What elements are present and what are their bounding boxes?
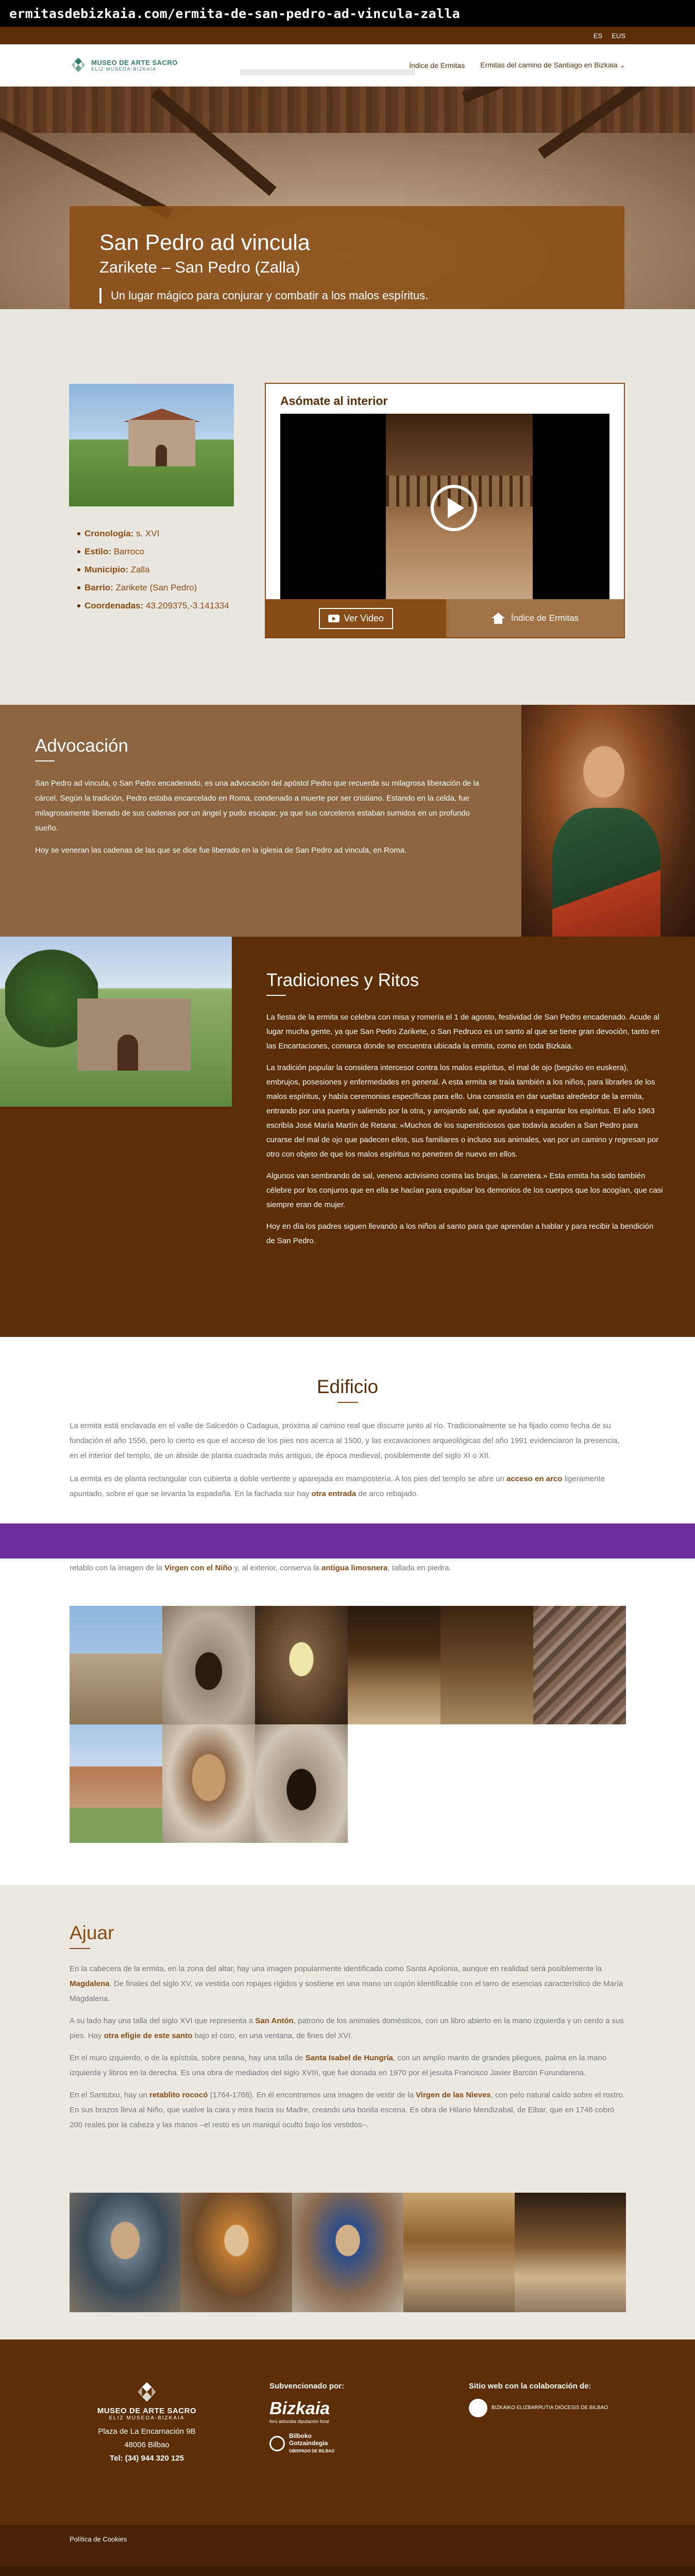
ver-video-label: Ver Video [344, 613, 384, 623]
chapel-exterior-photo [69, 384, 234, 506]
lang-es-link[interactable]: ES [593, 31, 603, 40]
hero-quote: Un lugar mágico para conjurar y combatir a los malos espíritus. [99, 288, 595, 303]
copyright-bar [0, 2566, 695, 2576]
colaboracion-heading: Sitio web con la colaboración de: [469, 2382, 591, 2391]
edificio-paragraph: La ermita está enclavada en el valle de Salcedón o Cadagua, próxima al camino real que discurre junto al río. Tradicionalmente se ha fijado como fecha de su fundación el año 1556, pero lo cierto es que el acceso de los pies nos acerca al 1500, y las excavaciones arqueológicas del año 1991 evidenciaron la presencia, en el interior del templo, de un ábside de planta cuadrada más antiguo, de época medieval, posiblemente del siglo XI o XII. [70, 1421, 620, 1460]
site-logo[interactable] [70, 57, 178, 74]
violet-overlay-band [0, 1523, 695, 1558]
fact-item: Cronología: s. XVI [77, 524, 229, 543]
video-player[interactable] [280, 414, 609, 602]
hero-section [0, 87, 695, 309]
logo-line2: ELIZ MUSEOA-BIZKAIA [91, 66, 157, 72]
url-banner [0, 0, 695, 27]
gallery-image[interactable] [70, 1606, 162, 1724]
tradiciones-title: Tradiciones y Ritos [266, 970, 419, 990]
advocacion-paragraph: San Pedro ad vincula, o San Pedro encadenado, es una advocación del apóstol Pedro que recuerda su milagrosa liberación de la cárcel. Según la tradición, Pedro estaba encarcelado en Roma, condenado a muerte por ser cristiano. Estando en la celda, fue milagrosamente liberado de sus cadenas por un ángel y pudo escapar, ya que sus carceleros estaban sumidos en un profundo sueño. [35, 779, 480, 833]
diocesis-icon [469, 2399, 487, 2417]
tradiciones-paragraph: La fiesta de la ermita se celebra con misa y romería el 1 de agosto, festividad de San Pedro encadenado. Acude al lugar mucha gente, ya que San Pedro Zarikete, o San Pedruco es un santo al que se tiene gran devoción, tanto en las Encartaciones, comarca donde se encuentra ubicada la ermita, como en toda Bizkaia. [266, 1013, 660, 1050]
gotzaindegia-logo[interactable]: Bilboko Gotzaindegia OBISPADO DE BILBAO [269, 2432, 424, 2455]
youtube-icon [328, 615, 340, 622]
tradiciones-paragraph: Hoy en día los padres siguen llevando a los niños al santo para que aprendan a hablar y para recibir la bendición de San Pedro. [266, 1222, 654, 1245]
ajuar-section [0, 1885, 695, 2340]
edificio-paragraph: retablo con la imagen de la Virgen con el Niño y, al exterior, conserva la antigua limosnera, tallada en piedra. [70, 1564, 451, 1572]
ajuar-paragraph: En el muro izquierdo, o de la epístola, sobre peana, hay una talla de Santa Isabel de Hungría, con un amplio manto de grandes pliegues, palma en la mano izquierda y libros en la derecha. Es una obra de mediados del siglo XVIII, que fue donada en 1970 por el jesuita Francisco Javier Barcón Furundarena. [70, 2054, 607, 2077]
main-nav [409, 61, 625, 70]
title-underline [266, 995, 286, 996]
cookies-policy-link[interactable]: Política de Cookies [70, 2535, 127, 2543]
museum-logo-icon [135, 2381, 159, 2404]
footer-city: 48006 Bilbao [124, 2441, 169, 2449]
footer-phone[interactable]: Tel: (34) 944 320 125 [110, 2454, 184, 2463]
video-heading: Asómate al interior [280, 394, 388, 408]
ver-video-button[interactable] [319, 608, 393, 629]
ajuar-paragraph: En el Santutxu, hay un retablito rococó (1764-1768). En él encontramos una imagen de vestir de la Virgen de las Nieves, con pelo natural caído sobre el rostro. En sus brazos lleva al Niño, que vuelve la cara y mira hacia su Madre, creando una bonita escena. Es obra de Hilario Mendizabal, de Eibar, que en 1746 cobró 200 reales por la cabeza y las manos –el resto es un maniquí oculto bajo los vestidos–. [70, 2091, 625, 2129]
play-icon[interactable] [431, 485, 477, 531]
gallery-image[interactable] [292, 2193, 403, 2312]
bizkaia-logo[interactable]: Bizkaia [269, 2399, 330, 2418]
edificio-section [0, 1337, 695, 1885]
subvencionado-heading: Subvencionado por: [269, 2382, 345, 2391]
advocacion-section [0, 705, 695, 937]
url-text: ermitasdebizkaia.com/ermita-de-san-pedro-ad-vincula-zalla [9, 6, 461, 21]
gallery-image[interactable] [255, 1724, 348, 1843]
advocacion-paragraph: Hoy se veneran las cadenas de las que se dice fue liberado en la iglesia de San Pedro ad vincula, en Roma. [35, 846, 407, 855]
fact-item: Estilo: Barroco [77, 543, 229, 561]
fact-item: Municipio: Zalla [77, 561, 229, 579]
language-bar [0, 27, 695, 44]
facts-list [77, 524, 229, 615]
footer-contact [70, 2381, 224, 2465]
hero-title-box [70, 206, 624, 309]
fact-item: Barrio: Zarikete (San Pedro) [77, 579, 229, 597]
nav-indice-ermitas[interactable]: Índice de Ermitas [409, 61, 465, 70]
video-panel [265, 383, 625, 638]
gallery-image[interactable] [70, 1724, 162, 1843]
saint-peter-statue-photo [521, 705, 695, 937]
gallery-image[interactable] [348, 1606, 440, 1724]
gallery-image[interactable] [255, 1606, 348, 1724]
footer-links-bar [0, 2525, 695, 2566]
footer-sponsors [269, 2382, 424, 2455]
site-footer [0, 2340, 695, 2566]
gallery-image[interactable] [181, 2193, 292, 2312]
indice-ermitas-label: Índice de Ermitas [511, 613, 579, 623]
page-subtitle: Zarikete – San Pedro (Zalla) [99, 258, 300, 277]
gallery-image[interactable] [162, 1606, 255, 1724]
footer-logo-line2: ELIZ MUSEOA-BIZKAIA [109, 2415, 185, 2421]
gallery-image[interactable] [533, 1606, 626, 1724]
nav-camino-santiago[interactable]: Ermitas del camino de Santiago en Bizkaia ⌄ [480, 61, 625, 69]
ajuar-paragraph: A su lado hay una talla del siglo XVI que representa a San Antón, patrono de los animales domésticos, con un libro abierto en la mano izquierda y un cerdo a sus pies. Hay otra efigie de este santo bajo el coro, en una ventana, de fines del XVI. [70, 2016, 624, 2040]
museum-logo-icon [70, 57, 87, 74]
gallery-image[interactable] [70, 2193, 181, 2312]
ajuar-paragraph: En la cabecera de la ermita, en la zona del altar, hay una imagen popularmente identificada como Santa Apolonia, aunque en realidad será posiblemente la Magdalena. De finales del siglo XV, va vestida con ropajes rígidos y sostiene en una mano un copón identificable con el tarro de esencias característico de María Magdalena. [70, 1964, 623, 2003]
title-underline [35, 760, 55, 761]
ajuar-title: Ajuar [70, 1922, 114, 1943]
gallery-image[interactable] [162, 1724, 255, 1843]
fact-item: Coordenadas: 43.209375,-3.141334 [77, 597, 229, 615]
advocacion-title: Advocación [35, 736, 128, 756]
tradiciones-paragraph: Algunos van sembrando de sal, veneno activísimo contra las brujas, la carretera.» Esta ermita ha sido también célebre por los conjuros que en ella se hacían para expulsar los demonios de los cuerpos que los acogían, que casi siempre eran de mujer. [266, 1172, 663, 1209]
indice-ermitas-button[interactable] [446, 599, 624, 637]
tradiciones-paragraph: La tradición popular la considera intercesor contra los malos espíritus, el mal de ojo (begizko en euskera), embrujos, posesiones y enfermedades en general. A esta ermita se traía también a los niños, para librarles de los malos espíritus, y había ceremonias específicas para ello. Una consistía en dar vueltas alrededor de la ermita, entrando por una puerta y saliendo por la otra, y arrojando sal, que ayudaba a espantar los espíritus. El año 1963 escribía José María Martín de Retana: «Muchos de los supersticiosos que todavía acuden a San Pedro para curarse del mal de ojo que padecen ellos, sus familiares o incluso sus animales, van por un camino y regresan por otro con objeto de que los malos espíritus no penetren de nuevo en ellos. [266, 1063, 659, 1159]
logo-line1: MUSEO DE ARTE SACRO [91, 59, 178, 66]
chapel-landscape-photo [0, 937, 232, 1107]
ajuar-gallery [70, 2193, 626, 2312]
footer-logo-line1: MUSEO DE ARTE SACRO [97, 2406, 197, 2415]
gallery-image[interactable] [403, 2193, 515, 2312]
title-underline [337, 1402, 358, 1403]
tradiciones-section [0, 937, 695, 1337]
diocesis-logo[interactable]: BIZKAIKO ELIZBARRUTIA DIÓCESIS DE BILBAO [469, 2399, 634, 2417]
bizkaia-logo-sub: foru aldundia diputación foral [269, 2419, 329, 2424]
search-strip[interactable] [240, 69, 415, 75]
intro-section [0, 309, 695, 705]
title-underline [70, 1948, 90, 1949]
edificio-title: Edificio [316, 1376, 379, 1397]
footer-collaborators [469, 2382, 634, 2417]
edificio-paragraph: La ermita es de planta rectangular con cubierta a doble vertiente y aparejada en mampostería. A los pies del templo se abre un acceso en arco ligeramente apuntado, sobre el que se levanta la espadaña. En la fachada sur hay otra entrada de arco rebajado. [70, 1475, 605, 1498]
home-icon [491, 613, 505, 624]
lang-eus-link[interactable]: EUS [612, 31, 625, 40]
page-title: San Pedro ad vincula [99, 230, 310, 255]
site-header [0, 44, 695, 87]
gotzaindegia-icon [269, 2436, 285, 2451]
footer-address: Plaza de La Encarnación 9B [98, 2427, 196, 2436]
gallery-image[interactable] [515, 2193, 626, 2312]
gallery-image[interactable] [440, 1606, 533, 1724]
